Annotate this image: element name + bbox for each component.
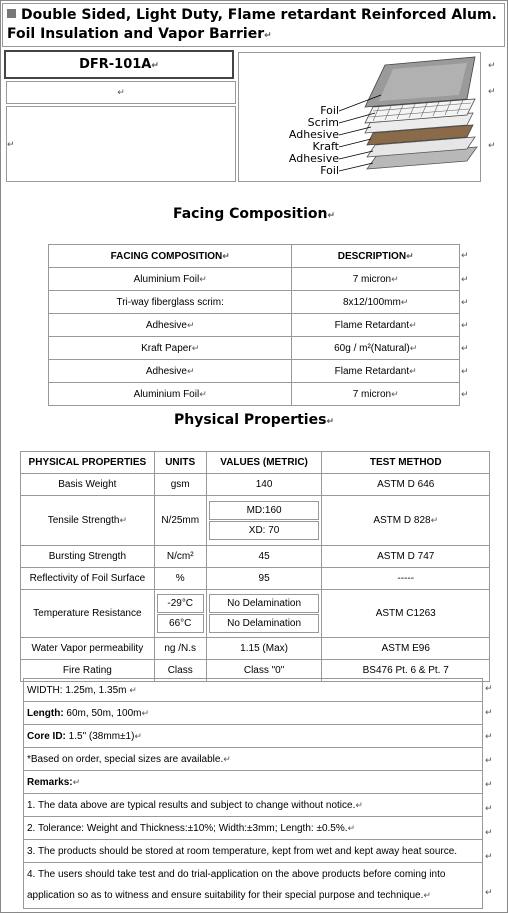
column-header: FACING COMPOSITION↵ [49, 245, 292, 268]
product-code-text: DFR-101A [79, 57, 152, 72]
layer-stack [365, 57, 477, 169]
paragraph-mark: ↵ [488, 86, 496, 96]
paragraph-mark: ↵ [488, 140, 496, 150]
list-item: 3. The products should be stored at room temperature, kept from wet and kept away heat source. [24, 840, 483, 863]
layer-label-adhesive-2: Adhesive [288, 152, 339, 165]
paragraph-mark: ↵ [327, 211, 336, 221]
physical-heading-text: Physical Properties [174, 412, 327, 428]
column-header: DESCRIPTION↵ [292, 245, 460, 268]
list-item: Core ID: 1.5" (38mm±1)↵ [24, 725, 483, 748]
facing-composition-table [48, 244, 460, 406]
table-row: Aluminium Foil↵ 7 micron↵ [49, 268, 460, 291]
title-box [2, 3, 505, 47]
paragraph-mark: ↵ [461, 297, 469, 307]
paragraph-mark: ↵ [485, 779, 493, 789]
paragraph-mark: ↵ [485, 851, 493, 861]
table-row: Water Vapor permeability ng /N.s 1.15 (Max) ASTM E96 [21, 638, 490, 660]
paragraph-mark: ↵ [151, 61, 159, 71]
facing-heading-text: Facing Composition [172, 206, 328, 222]
layer-label-scrim: Scrim [307, 116, 339, 129]
page-title-text: Double Sided, Light Duty, Flame retardant Reinforced Alum. Foil Insulation and Vapor Barrier [7, 7, 497, 42]
temp-low: -29°C [157, 594, 204, 613]
list-item: Remarks:↵ [24, 771, 483, 794]
table-row: Temperature Resistance -29°C 66°C No Delamination No Delamination ASTM C1263 [21, 590, 490, 638]
paragraph-mark: ↵ [461, 320, 469, 330]
table-row: Adhesive↵ Flame Retardant↵ [49, 314, 460, 337]
layer-label-foil: Foil [320, 104, 339, 117]
paragraph-mark: ↵ [488, 60, 496, 70]
layer-label-foil-2: Foil [320, 164, 339, 177]
paragraph-mark: ↵ [264, 31, 272, 41]
column-header: VALUES (METRIC) [206, 452, 322, 474]
table-row: Fire Rating Class Class "0" BS476 Pt. 6 & Pt. 7 [21, 660, 490, 682]
paragraph-mark: ↵ [485, 755, 493, 765]
column-header: PHYSICAL PROPERTIES [21, 452, 155, 474]
temp-value-2: No Delamination [209, 614, 320, 633]
value-md: MD:160 [209, 501, 320, 520]
paragraph-mark: ↵ [117, 87, 125, 97]
value-xd: XD: 70 [209, 521, 320, 540]
table-header-row [21, 452, 490, 474]
paragraph-mark: ↵ [326, 417, 334, 427]
facing-heading [0, 206, 508, 222]
table-row: Bursting Strength N/cm² 45 ASTM D 747 [21, 546, 490, 568]
list-item: 1. The data above are typical results and subject to change without notice.↵ [24, 794, 483, 817]
blank-cell [6, 106, 236, 182]
paragraph-mark: ↵ [485, 683, 493, 693]
blank-cell [6, 81, 236, 104]
paragraph-mark: ↵ [461, 389, 469, 399]
table-row: Kraft Paper↵ 60g / m²(Natural)↵ [49, 337, 460, 360]
paragraph-mark: ↵ [461, 366, 469, 376]
page-title [7, 6, 500, 46]
table-row: Reflectivity of Foil Surface % 95 ----- [21, 568, 490, 590]
list-item: Length: 60m, 50m, 100m↵ [24, 702, 483, 725]
column-header: UNITS [154, 452, 206, 474]
table-row: Adhesive↵ Flame Retardant↵ [49, 360, 460, 383]
list-item: *Based on order, special sizes are available.↵ [24, 748, 483, 771]
paragraph-mark: ↵ [485, 827, 493, 837]
paragraph-mark: ↵ [461, 343, 469, 353]
paragraph-mark: ↵ [485, 707, 493, 717]
layer-label-kraft: Kraft [312, 140, 339, 153]
table-row: Aluminium Foil↵ 7 micron↵ [49, 383, 460, 406]
temp-high: 66°C [157, 614, 204, 633]
list-item: 2. Tolerance: Weight and Thickness:±10%; Width:±3mm; Length: ±0.5%.↵ [24, 817, 483, 840]
table-row: Basis Weight gsm 140 ASTM D 646 [21, 474, 490, 496]
remarks-table [23, 678, 483, 909]
list-item: WIDTH: 1.25m, 1.35m ↵ [24, 679, 483, 702]
table-row: Tensile Strength↵ N/25mm MD:160 XD: 70 ASTM D 828↵ [21, 496, 490, 546]
temp-value-1: No Delamination [209, 594, 320, 613]
layer-label-adhesive: Adhesive [288, 128, 339, 141]
paragraph-mark: ↵ [7, 139, 15, 149]
physical-properties-table [20, 451, 490, 682]
table-header-row [49, 245, 460, 268]
column-header: TEST METHOD [322, 452, 490, 474]
bullet-square-icon [7, 9, 16, 18]
product-code [4, 50, 234, 79]
physical-heading [0, 412, 508, 428]
paragraph-mark: ↵ [485, 887, 493, 897]
product-header-table [4, 50, 496, 184]
paragraph-mark: ↵ [461, 274, 469, 284]
paragraph-mark: ↵ [461, 250, 469, 260]
list-item: 4. The users should take test and do trial-application on the above products before coming into application so as to witness and ensure suitability for their special purpose and technique.↵ [24, 863, 483, 909]
table-row: Tri-way fiberglass scrim: 8x12/100mm↵ [49, 291, 460, 314]
layer-diagram [239, 53, 482, 183]
layer-diagram-cell [238, 52, 481, 182]
paragraph-mark: ↵ [485, 731, 493, 741]
paragraph-mark: ↵ [485, 803, 493, 813]
